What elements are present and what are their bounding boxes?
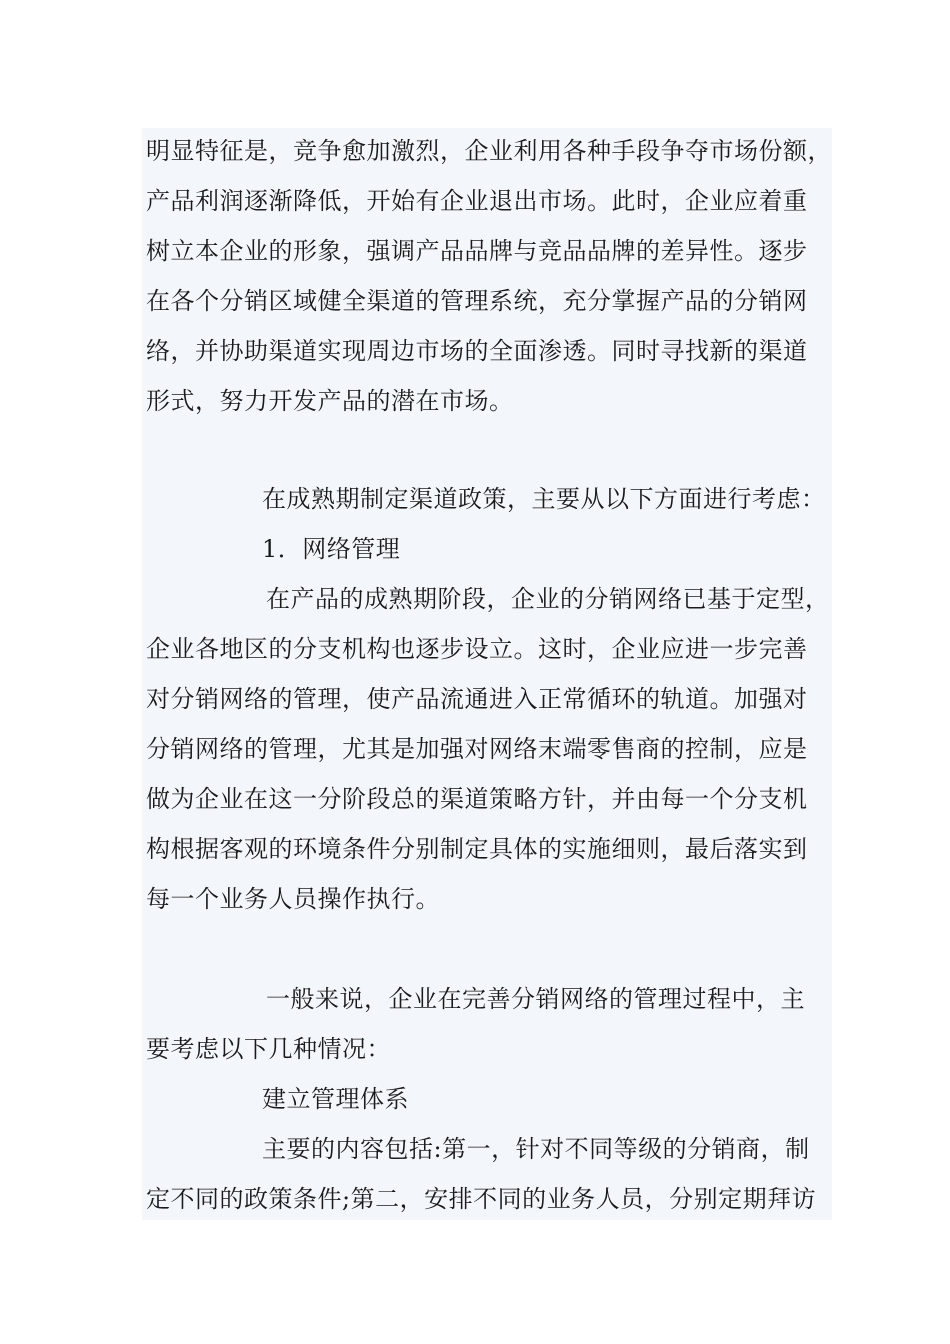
text-line: 每一个业务人员操作执行。 (146, 885, 440, 913)
subheading: 建立管理体系 (262, 1085, 409, 1113)
section-heading: 1．网络管理 (262, 535, 401, 563)
text-line: 在成熟期制定渠道政策，主要从以下方面进行考虑： (262, 485, 826, 513)
text-line: 产品利润逐渐降低，开始有企业退出市场。此时，企业应着重 (146, 187, 808, 215)
text-line: 构根据客观的环境条件分别制定具体的实施细则，最后落实到 (146, 835, 808, 863)
text-line: 主要的内容包括:第一，针对不同等级的分销商，制 (262, 1135, 810, 1163)
text-line: 做为企业在这一分阶段总的渠道策略方针，并由每一个分支机 (146, 785, 808, 813)
text-line: 形式，努力开发产品的潜在市场。 (146, 387, 514, 415)
text-line: 要考虑以下几种情况： (146, 1035, 391, 1063)
text-line: 在产品的成熟期阶段，企业的分销网络已基于定型， (266, 585, 830, 613)
text-line: 分销网络的管理，尤其是加强对网络末端零售商的控制，应是 (146, 735, 808, 763)
text-line: 一般来说，企业在完善分销网络的管理过程中，主 (266, 985, 805, 1013)
text-line: 在各个分销区域健全渠道的管理系统，充分掌握产品的分销网 (146, 287, 808, 315)
text-line: 树立本企业的形象，强调产品品牌与竞品品牌的差异性。逐步 (146, 237, 808, 265)
text-line: 企业各地区的分支机构也逐步设立。这时，企业应进一步完善 (146, 635, 808, 663)
text-line: 定不同的政策条件;第二，安排不同的业务人员，分别定期拜访 (146, 1185, 817, 1213)
text-line: 对分销网络的管理，使产品流通进入正常循环的轨道。加强对 (146, 685, 808, 713)
text-line: 明显特征是，竞争愈加激烈，企业利用各种手段争夺市场份额， (146, 137, 832, 165)
text-line: 络，并协助渠道实现周边市场的全面渗透。同时寻找新的渠道 (146, 337, 808, 365)
